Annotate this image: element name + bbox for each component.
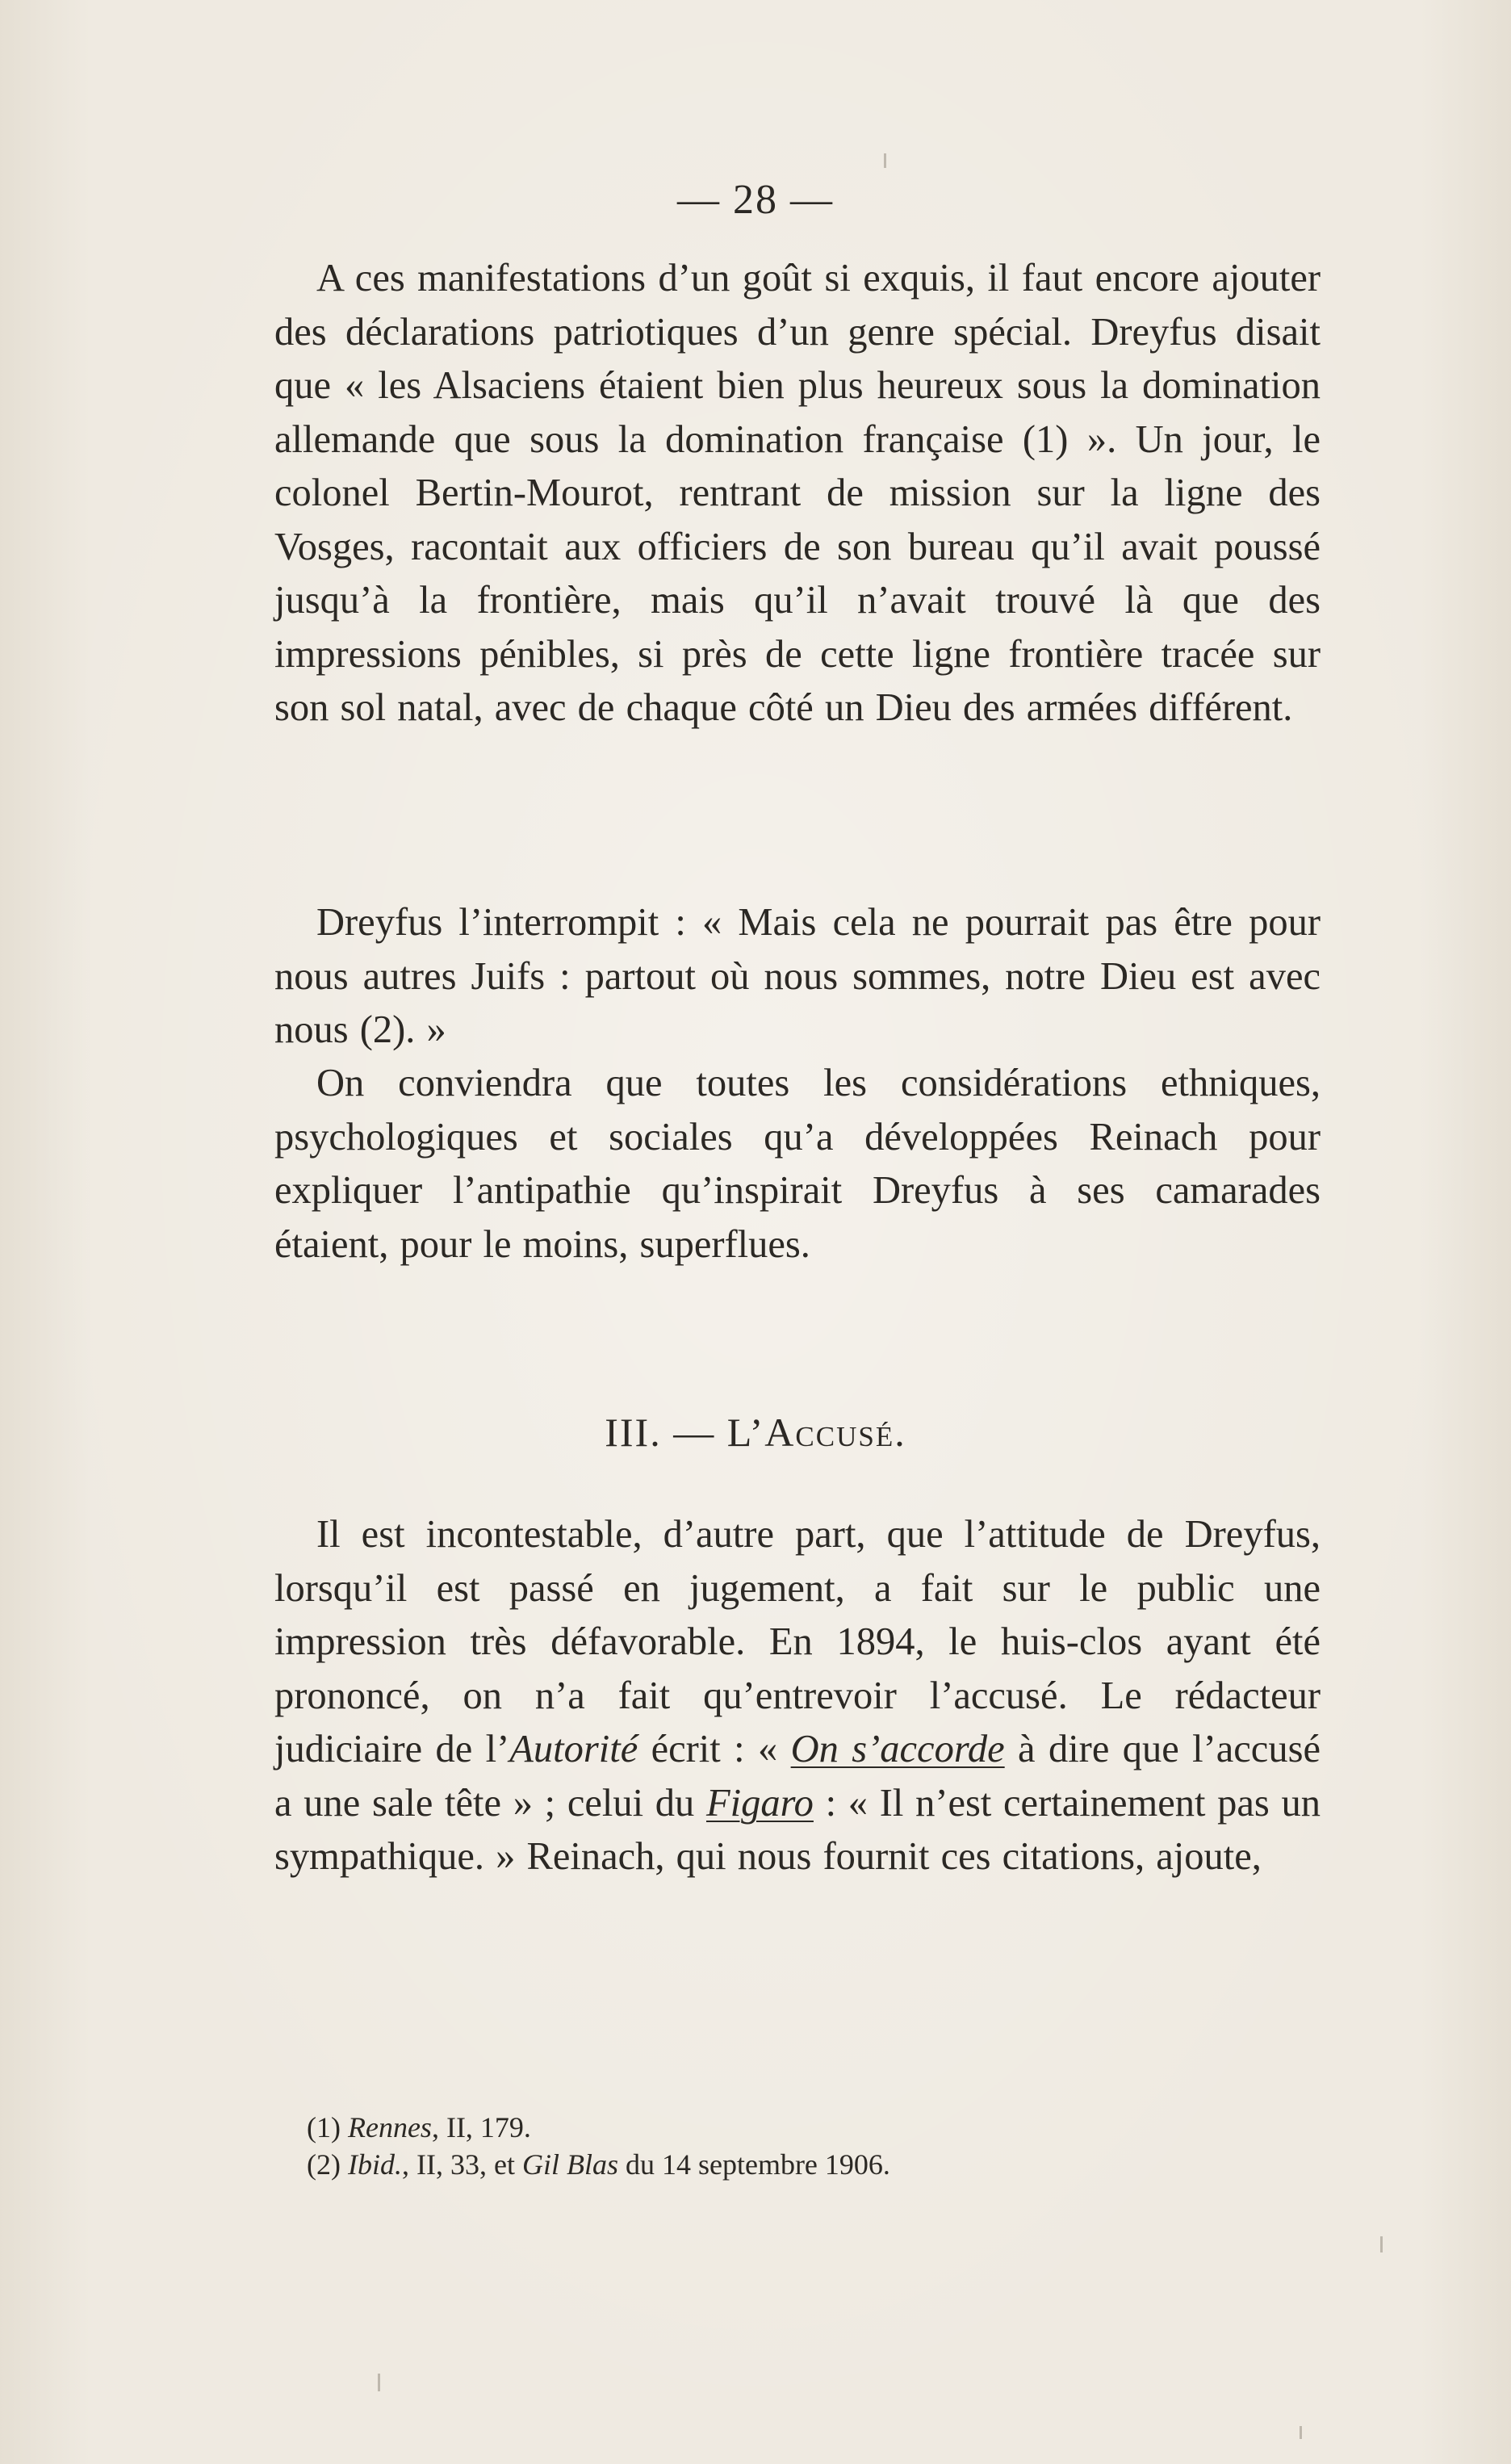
paragraph-considerations [274, 1057, 1321, 1272]
paper-speck [378, 2374, 380, 2391]
paper-speck [1380, 2236, 1383, 2252]
paragraph-part: à dire que l’accusé a une sale tête » ; celui du [274, 1728, 1321, 1825]
footnote-source: Rennes [347, 2111, 432, 2143]
footnote-publication: Gil Blas [521, 2148, 618, 2181]
paragraph-text: A ces manifestations d’un goût si exquis, il faut encore ajouter des déclarations patriotiques d’un genre spécial. Dreyfus disait que « les Alsaciens étaient bien plus heureux sous la domination allemande que sous la domination française (1) ». Un jour, le colonel Bertin-Mourot, rentrant de mission sur la ligne des Vosges, racontait aux officiers de son bureau qu’il avait poussé jusqu’à la frontière, mais qu’il n’avait trouvé là que des impressions pénibles, si près de cette ligne frontière tracée sur son sol natal, avec de chaque côté un Dieu des armées différent. [274, 257, 1321, 729]
footnote-text: , II, 179. [431, 2111, 531, 2143]
publication-title-autorite: Autorité [509, 1728, 638, 1770]
paragraph-accuse [274, 1508, 1321, 1884]
paragraph-manifestations [274, 252, 1321, 735]
paper-speck [884, 153, 886, 168]
paragraph-text [274, 1508, 1321, 1884]
section-dash: — [673, 1410, 716, 1455]
quoted-phrase: On s’accorde [790, 1728, 1005, 1770]
paragraph-text: Dreyfus l’interrompit : « Mais cela ne pourrait pas être pour nous autres Juifs : partout où nous sommes, notre Dieu est avec nous (2). » [274, 901, 1321, 1051]
paper-speck [1300, 2426, 1302, 2439]
footnote-mark: (2) [307, 2148, 341, 2181]
paragraph-part: : « Il n’est certainement pas un sympathique. » Reinach, qui nous fournit ces citations, ajoute, [274, 1781, 1321, 1878]
footnote-mark: (1) [307, 2111, 341, 2143]
section-numeral: III. [605, 1410, 662, 1455]
publication-title-figaro: Figaro [706, 1781, 814, 1825]
page-number: — 28 — [677, 177, 834, 223]
footnotes [307, 2109, 1195, 2183]
paragraph-interruption [274, 896, 1321, 1058]
footnote-text: , II, 33, et [401, 2148, 522, 2181]
footnote-source: Ibid. [347, 2148, 402, 2181]
footnote-2 [307, 2146, 1195, 2183]
paragraph-part: écrit : « [638, 1728, 791, 1770]
paragraph-text: On conviendra que toutes les considérations ethniques, psychologiques et sociales qu’a développées Reinach pour expliquer l’antipathie qu’inspirait Dreyfus à ses camarades étaient, pour le moins, superflues. [274, 1062, 1321, 1266]
footnote-1 [307, 2109, 1195, 2146]
section-heading [0, 1409, 1511, 1456]
footnote-text: du 14 septembre 1906. [617, 2148, 890, 2181]
paragraph-part: Il est incontestable, d’autre part, que l’attitude de Dreyfus, lorsqu’il est passé en jugement, a fait sur le public une impression très défavorable. En 1894, le huis-clos ayant été prononcé, on n’a fait qu’entrevoir l’accusé. Le rédacteur judiciaire de l’ [274, 1513, 1321, 1770]
section-title: L’Accusé. [726, 1410, 906, 1455]
